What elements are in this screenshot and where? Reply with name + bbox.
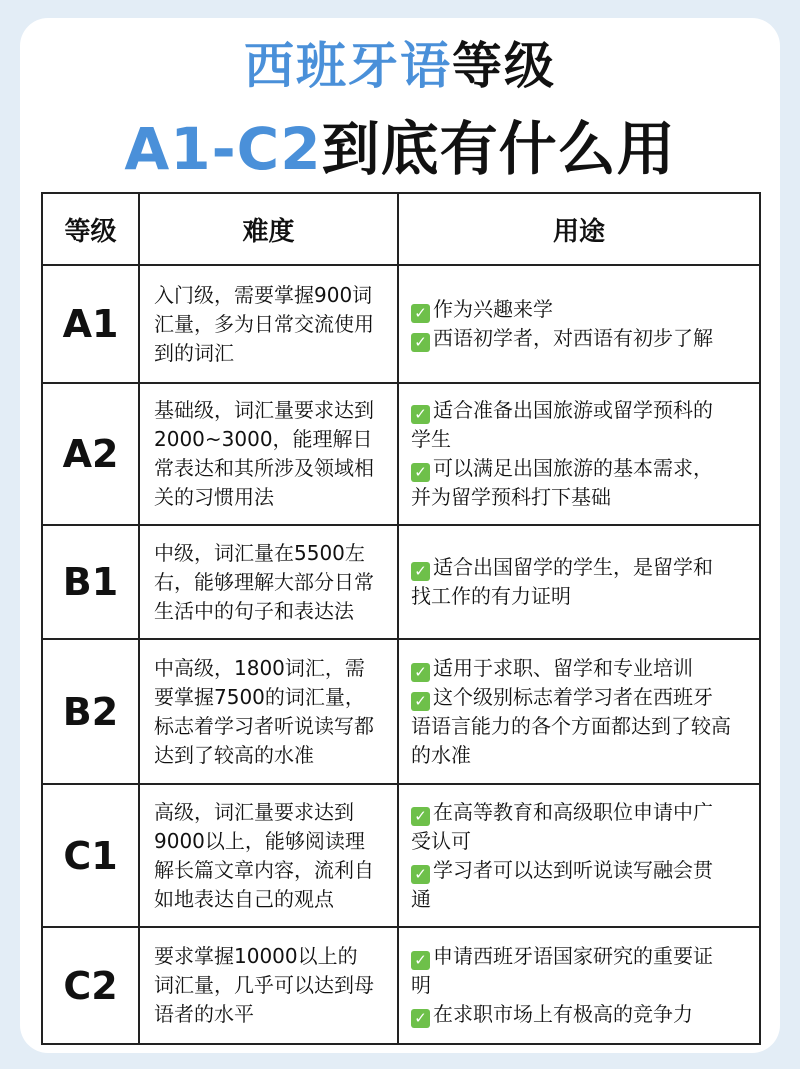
usage-text-line: 通 [411,886,431,911]
level-cell: A1 [42,265,139,383]
level-table [41,192,761,1045]
usage-cell [398,265,760,383]
level-cell: C2 [42,927,139,1044]
level-cell: C1 [42,784,139,927]
usage-text-line: 语语言能力的各个方面都达到了较高 [411,713,731,738]
difficulty-text-line: 中级，词汇量在5500左 [154,540,365,565]
difficulty-text-line: 要求掌握10000以上的 [154,944,358,968]
check-icon: ✓ [411,562,430,581]
usage-text-line: 学习者可以达到听说读写融会贯 [433,857,713,882]
usage-cell [398,383,760,525]
check-icon: ✓ [411,692,430,711]
header-usage: 用途 [398,193,760,265]
usage-item [411,553,749,611]
table-row [42,639,760,784]
usage-cell [398,927,760,1044]
usage-text-line: 找工作的有力证明 [411,584,571,608]
header-difficulty: 难度 [139,193,398,265]
difficulty-cell [139,265,398,383]
usage-text-line: 受认可 [411,828,471,853]
check-icon: ✓ [411,405,430,424]
difficulty-text-line: 关的习惯用法 [154,485,274,509]
usage-text-line: 的水准 [411,742,471,767]
table-row [42,383,760,525]
check-icon: ✓ [411,304,430,323]
usage-item [411,396,749,454]
difficulty-text-line: 汇量，多为日常交流使用 [154,311,374,336]
difficulty-text-line: 如地表达自己的观点 [154,886,334,911]
difficulty-cell [139,525,398,639]
table-row [42,784,760,927]
difficulty-text-line: 入门级，需要掌握900词 [154,282,373,307]
usage-item [411,683,749,770]
title-highlight-spanish: 西班牙语 [244,37,452,95]
usage-text-line: 这个级别标志着学习者在西班牙 [433,684,713,709]
usage-text-line: 西语初学者，对西语有初步了解 [433,326,713,350]
check-icon: ✓ [411,1009,430,1028]
difficulty-text-line: 9000以上，能够阅读理 [154,828,365,853]
usage-item [411,654,749,683]
usage-text-line: 在求职市场上有极高的竞争力 [433,1002,693,1026]
difficulty-cell [139,927,398,1044]
usage-text-line: 明 [411,973,431,997]
title-levels: 等级 [452,37,556,95]
level-cell: A2 [42,383,139,525]
check-icon: ✓ [411,333,430,352]
level-cell: B2 [42,639,139,784]
table-header-row [42,193,760,265]
difficulty-text-line: 常表达和其所涉及领域相 [154,456,374,480]
usage-item [411,942,749,1000]
usage-text-line: 适用于求职、留学和专业培训 [433,655,693,680]
check-icon: ✓ [411,865,430,884]
usage-text-line: 在高等教育和高级职位申请中广 [433,799,713,824]
difficulty-text-line: 到的词汇 [154,340,234,365]
usage-cell [398,784,760,927]
table-row [42,265,760,383]
usage-text-line: 可以满足出国旅游的基本需求， [433,456,713,480]
difficulty-cell [139,383,398,525]
usage-text-line: 适合准备出国旅游或留学预科的 [433,398,713,422]
difficulty-text-line: 达到了较高的水准 [154,742,314,767]
check-icon: ✓ [411,663,430,682]
usage-cell [398,525,760,639]
usage-item [411,295,749,324]
difficulty-text-line: 2000~3000，能理解日 [154,427,373,451]
usage-text-line: 适合出国留学的学生，是留学和 [433,555,713,579]
difficulty-text-line: 中高级，1800词汇，需 [154,655,365,680]
check-icon: ✓ [411,807,430,826]
difficulty-text-line: 词汇量，几乎可以达到母 [154,973,374,997]
title-highlight-range: A1-C2 [124,115,322,183]
page-title-line1 [0,34,800,98]
usage-text-line: 申请西班牙语国家研究的重要证 [433,944,713,968]
difficulty-text-line: 标志着学习者听说读写都 [154,713,374,738]
usage-item [411,324,749,353]
difficulty-text-line: 高级，词汇量要求达到 [154,799,354,824]
header-level: 等级 [42,193,139,265]
difficulty-text-line: 语者的水平 [154,1002,254,1026]
usage-cell [398,639,760,784]
table-row [42,525,760,639]
usage-item [411,454,749,512]
level-cell: B1 [42,525,139,639]
page-title-line2 [0,113,800,185]
title-question: 到底有什么用 [321,115,676,183]
usage-text-line: 作为兴趣来学 [433,297,553,321]
usage-text-line: 并为留学预科打下基础 [411,485,611,509]
difficulty-text-line: 解长篇文章内容，流利自 [154,857,374,882]
usage-item [411,1000,749,1029]
usage-item [411,798,749,856]
check-icon: ✓ [411,463,430,482]
difficulty-text-line: 生活中的句子和表达法 [154,598,354,623]
table-row [42,927,760,1044]
difficulty-text-line: 基础级，词汇量要求达到 [154,398,374,422]
usage-text-line: 学生 [411,427,451,451]
difficulty-cell [139,784,398,927]
check-icon: ✓ [411,951,430,970]
difficulty-cell [139,639,398,784]
difficulty-text-line: 要掌握7500的词汇量， [154,684,365,709]
difficulty-text-line: 右，能够理解大部分日常 [154,569,374,594]
usage-item [411,856,749,914]
